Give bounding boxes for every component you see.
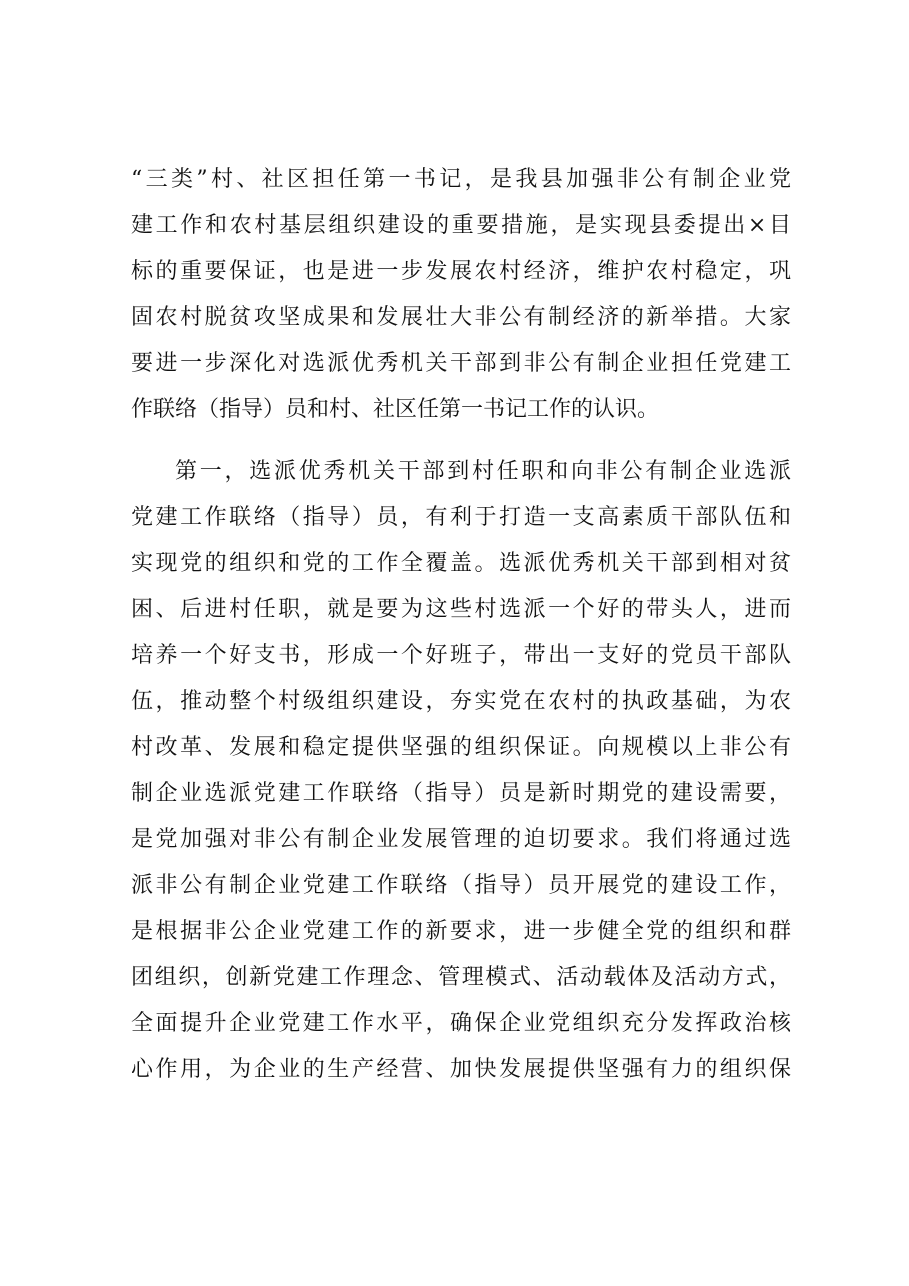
paragraph-1-line-1: “三类”村、社区担任第一书记，是我县加强非公有制企业党 — [131, 167, 791, 192]
paragraph-2-line-4: 困、后进村任职，就是要为这些村选派一个好的带头人，进而 — [131, 597, 791, 622]
paragraph-2-line-8: 制企业选派党建工作联络（指导）员是新时期党的建设需要， — [131, 781, 791, 806]
paragraph-2-line-11: 是根据非公企业党建工作的新要求，进一步健全党的组织和群 — [131, 919, 791, 944]
paragraph-1-line-3: 标的重要保证，也是进一步发展农村经济，维护农村稳定，巩 — [131, 259, 791, 284]
paragraph-2-line-1: 第一，选派优秀机关干部到村任职和向非公有制企业选派 — [175, 459, 791, 484]
paragraph-1-line-4: 固农村脱贫攻坚成果和发展壮大非公有制经济的新举措。大家 — [131, 305, 791, 330]
paragraph-2-line-14: 心作用，为企业的生产经营、加快发展提供坚强有力的组织保 — [131, 1057, 791, 1082]
paragraph-2-line-5: 培养一个好支书，形成一个好班子，带出一支好的党员干部队 — [131, 643, 791, 668]
paragraph-2-line-10: 派非公有制企业党建工作联络（指导）员开展党的建设工作， — [131, 873, 791, 898]
paragraph-2-line-6: 伍，推动整个村级组织建设，夯实党在农村的执政基础，为农 — [131, 689, 791, 714]
paragraph-2-line-3: 实现党的组织和党的工作全覆盖。选派优秀机关干部到相对贫 — [131, 551, 791, 576]
paragraph-2-line-13: 全面提升企业党建工作水平，确保企业党组织充分发挥政治核 — [131, 1011, 791, 1036]
paragraph-1-line-5: 要进一步深化对选派优秀机关干部到非公有制企业担任党建工 — [131, 351, 791, 376]
paragraph-2-line-9: 是党加强对非公有制企业发展管理的迫切要求。我们将通过选 — [131, 827, 791, 852]
paragraph-2-line-7: 村改革、发展和稳定提供坚强的组织保证。向规模以上非公有 — [131, 735, 791, 760]
paragraph-2-line-2: 党建工作联络（指导）员，有利于打造一支高素质干部队伍和 — [131, 505, 791, 530]
paragraph-1-line-2: 建工作和农村基层组织建设的重要措施，是实现县委提出×目 — [131, 213, 791, 238]
paragraph-1-line-6: 作联络（指导）员和村、社区任第一书记工作的认识。 — [131, 397, 660, 422]
paragraph-2-line-12: 团组织，创新党建工作理念、管理模式、活动载体及活动方式， — [131, 965, 791, 990]
